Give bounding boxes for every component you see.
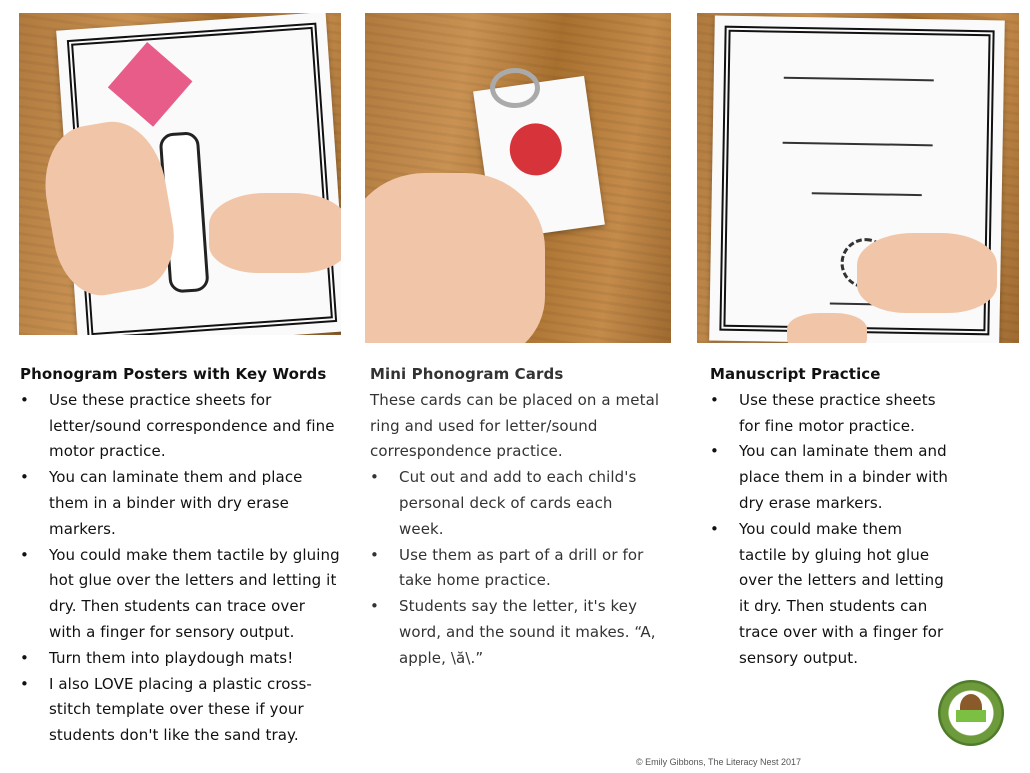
list-item: • You can laminate them and place them in a binder with dry erase markers. xyxy=(710,439,950,516)
list-item: • You could make them tactile by gluing hot glue over the letters and letting it dry. Then students can trace over with a finger for sensory output. xyxy=(710,517,950,672)
copyright-footer: © Emily Gibbons, The Literacy Nest 2017 xyxy=(636,757,802,767)
list-item: • Turn them into playdough mats! xyxy=(20,646,340,672)
column-mini-cards xyxy=(370,362,660,672)
section-title: Mini Phonogram Cards xyxy=(370,365,564,383)
column-phonogram-posters xyxy=(20,362,340,749)
list-item: • I also LOVE placing a plastic cross-stitch template over these if your students don't like the sand tray. xyxy=(20,672,340,749)
section-title: Phonogram Posters with Key Words xyxy=(20,365,327,383)
photo-manuscript-practice xyxy=(697,13,1019,343)
photo-phonogram-poster xyxy=(19,13,341,335)
list-item: • Students say the letter, it's key word, and the sound it makes. “A, apple, \ă\.” xyxy=(370,594,660,671)
list-item: • Use them as part of a drill or for take home practice. xyxy=(370,543,660,595)
list-item: • Use these practice sheets for fine motor practice. xyxy=(710,388,950,440)
list-item: • You can laminate them and place them in a binder with dry erase markers. xyxy=(20,465,340,542)
list-item: • Use these practice sheets for letter/sound correspondence and fine motor practice. xyxy=(20,388,340,465)
section-intro: These cards can be placed on a metal ring and used for letter/sound correspondence practice. xyxy=(370,390,660,461)
literacy-nest-logo xyxy=(938,680,1004,746)
list-item: • You could make them tactile by gluing hot glue over the letters and letting it dry. Then students can trace over with a finger for sensory output. xyxy=(20,543,340,646)
list-item: • Cut out and add to each child's personal deck of cards each week. xyxy=(370,465,660,542)
section-title: Manuscript Practice xyxy=(710,365,881,383)
column-manuscript-practice xyxy=(710,362,950,672)
photo-mini-cards xyxy=(365,13,671,343)
